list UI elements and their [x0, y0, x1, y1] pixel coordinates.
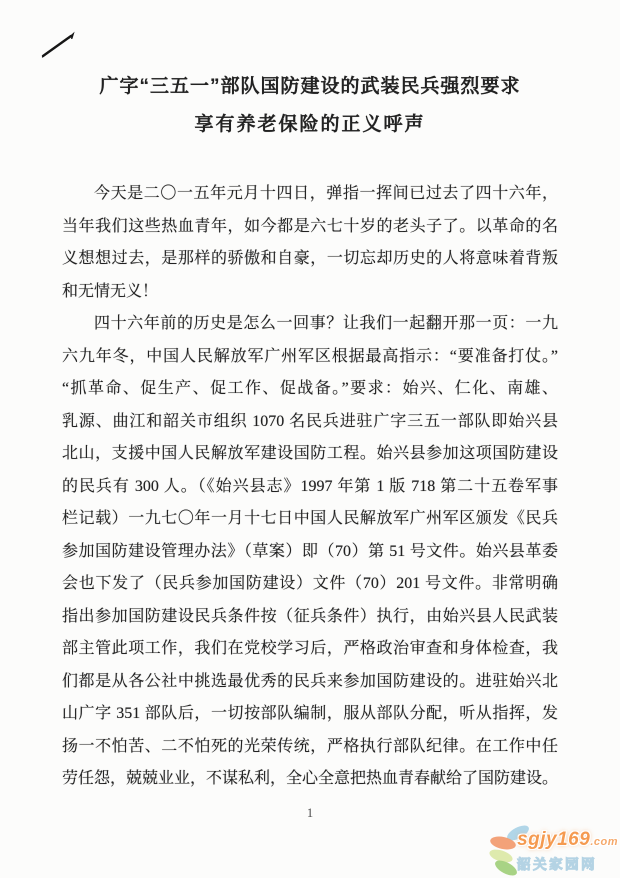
pen-stroke-mark: [40, 26, 90, 62]
text-line: 北山，支援中国人民解放军建设国防工程。始兴县参加这项国防建设: [62, 445, 558, 462]
text-line: 参加国防建设管理办法》（草案）即（70）第 51 号文件。始兴县革委: [62, 542, 558, 560]
text-line: 会也下发了（民兵参加国防建设）文件（70）201 号文件。非常明确: [62, 575, 558, 592]
text-line: 四十六年前的历史是怎么一回事？让我们一起翻开那一页：一九: [94, 315, 558, 332]
document-title-line2: 享有养老保险的正义呼声: [194, 114, 426, 135]
text-line: 义想想过去，是那样的骄傲和自豪，一切忘却历史的人将意味着背叛: [62, 250, 558, 267]
text-line: 指出参加国防建设民兵条件按（征兵条件）执行，由始兴县人民武装: [62, 607, 558, 625]
text-line: 栏记载）一九七〇年一月十七日中国人民解放军广州军区颁发《民兵: [62, 510, 558, 527]
text-line: 和无情无义！: [62, 282, 159, 300]
text-line: 劳任怨，兢兢业业，不谋私利，全心全意把热血青春献给了国防建设。: [62, 770, 559, 787]
text-line: “抓革命、促生产、促工作、促战备。”要求：始兴、仁化、南雄、: [62, 380, 558, 397]
page-number: 1: [306, 806, 314, 820]
text-line: 山广字 351 部队后，一切按部队编制，服从部队分配，听从指挥，发: [62, 705, 558, 722]
text-line: 的民兵有 300 人。（《始兴县志》1997 年第 1 版 718 第二十五卷军事: [62, 477, 558, 495]
text-line: 们都是从各公社中挑选最优秀的民兵来参加国防建设的。进驻始兴北: [62, 672, 558, 690]
watermark-site: sgjy169: [517, 829, 591, 850]
document-title: [0, 0, 620, 138]
watermark-tld: .com: [590, 836, 618, 848]
watermark-site-name: 韶关家园网: [517, 857, 598, 872]
document-body: [62, 178, 558, 796]
text-line: 乳源、曲江和韶关市组织 1070 名民兵进驻广字三五一部队即始兴县: [62, 412, 558, 430]
text-line: 扬一不怕苦、二不怕死的光荣传统，严格执行部队纪律。在工作中任: [62, 737, 558, 755]
text-line: 今天是二〇一五年元月十四日，弹指一挥间已过去了四十六年，: [94, 185, 558, 202]
text-line: 部主管此项工作，我们在党校学习后，严格政治审查和身体检查，我: [62, 640, 558, 657]
text-line: 当年我们这些热血青年，如今都是六七十岁的老头子了。以革命的名: [62, 217, 558, 235]
document-title-line1: 广字“三五一”部队国防建设的武装民兵强烈要求: [99, 76, 521, 97]
text-line: 六九年冬，中国人民解放军广州军区根据最高指示：“要准备打仗。”: [62, 347, 558, 365]
site-watermark: [489, 824, 618, 876]
watermark-text-block: [517, 830, 618, 873]
